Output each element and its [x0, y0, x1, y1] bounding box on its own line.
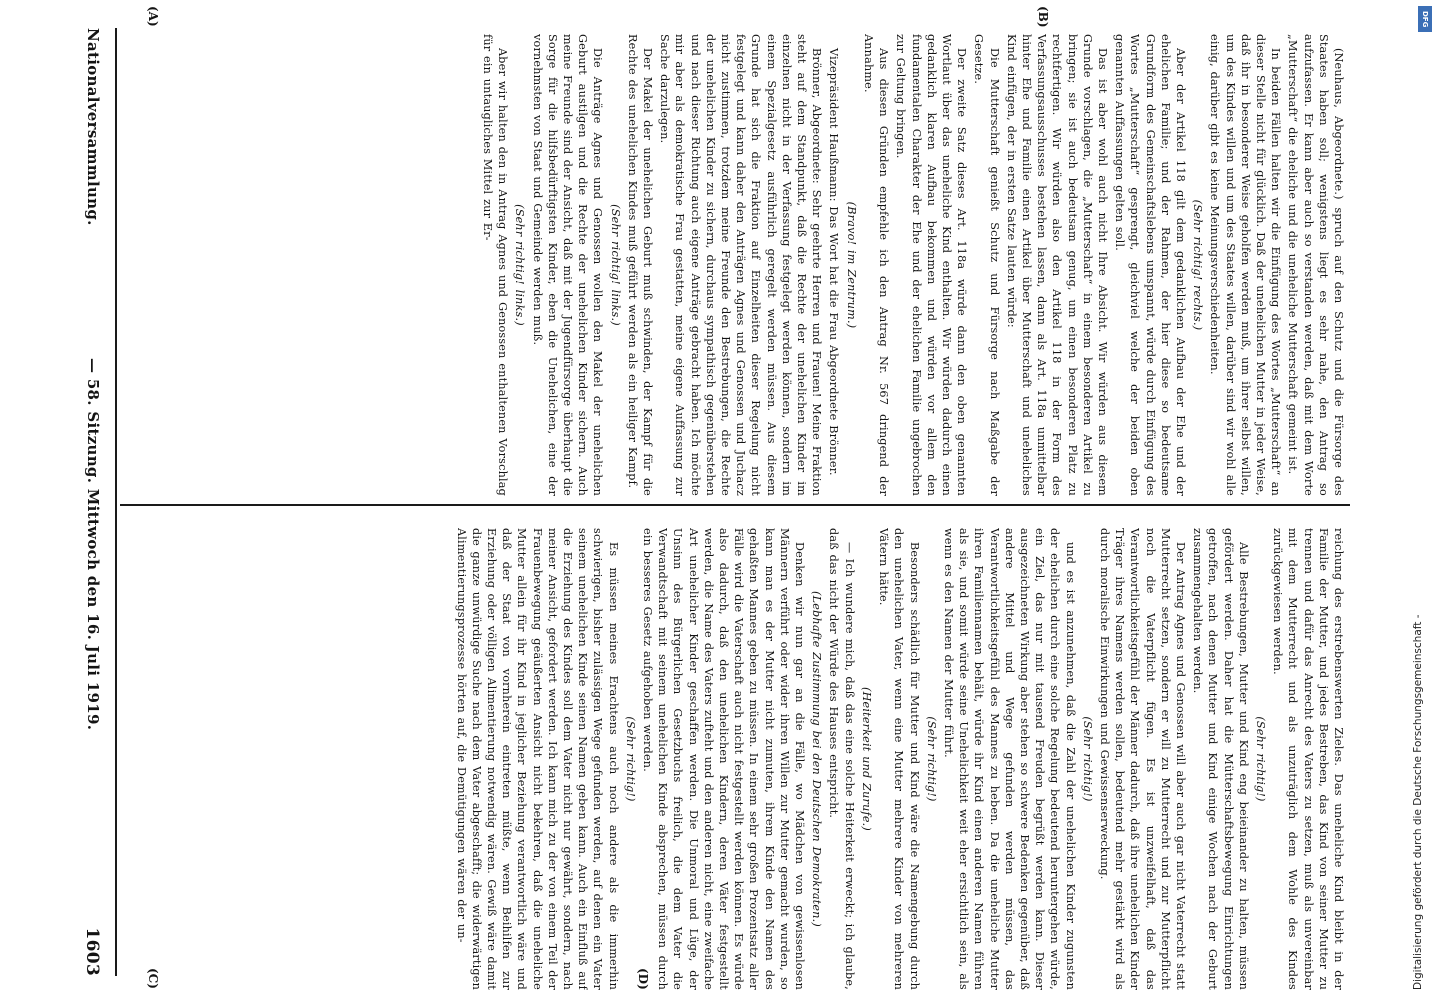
paragraph: (Sehr richtig! rechts.) — [1191, 199, 1205, 331]
page-number: 1603 — [82, 927, 102, 976]
paragraph: (Sehr richtig!) — [1253, 716, 1267, 802]
header-session-date: — 58. Sitzung. Mittwoch den 16. Juli 1919. — [84, 358, 102, 731]
paragraph: Aber wir halten den in Antrag Agnes und Genossen enthaltenen Vorschlag für ein untaugliches Mittel zur Er- — [481, 34, 510, 496]
paragraph: Aus diesen Gründen empfehle ich den Antrag Nr. 567 dringend der Annahme. — [861, 34, 891, 496]
paragraph: Brönner, Abgeordnete: Sehr geehrte Herren und Frauen! Meine Fraktion steht auf dem Standpunkt, daß die Rechte der unehelichen Kinder im einzelnen nicht in der Verfassung festgelegt werden können, sondern im einem Spezialgesetz ausführlich geregelt werden müssen. Aus diesem Grunde hat sich die Fraktion auf Einzelheiten dieser Regelung nicht festgelegt und kann daher den Anträgen Agnes und Genossen und Juchacz nicht zustimmen, trotzdem meine Freunde den Bestrebungen, die Rechte der unehelichen Kinder zu sichern, durchaus sympathisch gegenüberstehen und nach dieser Richtung auch eigene Anträge gebracht haben. Ich möchte mir aber als demokratische Frau gestatten, meine eigene Auffassung zur Sache darzulegen. — [658, 34, 824, 496]
paragraph: In beiden Fällen halten wir die Einfügung des Wortes „Mutterschaft“ an dieser Stelle nicht für glücklich. Daß der unehelichen Mutter in jeder Weise, daß ihr in besonderer Weise geholfen werden muß, um ihrer selbst willen, um des Kindes willen und um des Staates willen, darüber sind wir wohl alle einig, darüber gibt es keine Meinungsverschiedenheiten. — [1208, 34, 1283, 496]
paragraph: — Ich wundere mich, daß das eine solche Heiterkeit erweckt; ich glaube, daß das nicht der Würde des Hauses entspricht. — [827, 528, 856, 990]
paragraph: (Sehr richtig!) — [623, 716, 637, 802]
paragraph: (Neuhaus, Abgeordnete.) spruch auf den Schutz und die Fürsorge des Staates haben soll; wenigstens liegt es sehr nahe, den Antrag so aufzufassen. Er kann aber auch so verstanden werden, daß mit dem Worte „Mutterschaft“ die eheliche und die uneheliche Mutterschaft gemeint ist. — [1286, 34, 1345, 496]
paragraph: Das ist aber wohl auch nicht Ihre Absicht. Wir würden aus diesem Grunde vorschlagen, die „Mutterschaft“ in einem besonderen Artikel zu bringen; sie ist auch bedeutsam genug, um einen besonderen Platz zu rechtfertigen. Wir würden also den Artikel 118 in der Form des Verfassungsausschusses bestehen lassen, dann als Art. 118a unmittelbar hinter Ehe und Familie einen Artikel über Mutterschaft und uneheliches Kind einfügen, der in ersten Satze lauten würde: — [1004, 34, 1109, 496]
paragraph: Vizepräsident Haußmann: Das Wort hat die Frau Abgeordnete Brönner. — [827, 48, 841, 476]
paragraph: Die Anträge Agnes und Genossen wollen den Makel der unehelichen Geburt austilgen und die Rechte der unehelichen Kinder sichern. Auch meine Freunde sind der Ansicht, daß mit der Jugendfürsorge überhaupt die Sorge für die hilfsbedürftigsten Kinder, eben die Unehelichen, eine der vornehmsten von Staat und Gemeinde werden muß. — [530, 34, 605, 496]
paragraph: (Sehr richtig!) — [924, 716, 938, 802]
paragraph: (Sehr richtig!) — [1080, 716, 1094, 802]
right-column — [124, 528, 1346, 990]
header-assembly: Nationalversammlung. — [84, 28, 102, 226]
paragraph: (Sehr richtig! links.) — [513, 204, 527, 326]
paragraph: Alle Bestrebungen, Mutter und Kind eng beieinander zu halten, müssen gefördert werden. Daher hat die Mütterschaftsbewegung Einrichtungen getroffen, nach denen Mutter und Kind einige Wochen nach der Geburt zusammengehalten werden. — [1191, 528, 1250, 990]
paragraph: Der Antrag Agnes und Genossen will aber auch gar nicht Vaterrecht statt Mutterrecht setzen, sondern er will zu Mutterrecht und zur Mutterpflicht noch die Vaterpflicht fügen. Es ist unzweifelhaft, daß das Verantwortlichkeitsgefühl der Männer dadurch, daß ihre unehelichen Kinder Träger ihres Namens werden sollen, bedeutend mehr gestärkt wird als durch moralische Einwirkungen und Gewissenserweckung. — [1097, 528, 1187, 990]
paragraph: Es müssen meines Erachtens auch noch andere als die immerhin schwierigen, bisher zulässigen Wege gefunden werden, auf denen ein Vater seinem unehelichen Kinde seinen Namen geben kann. Auch ein Einfluß auf die Erziehung des Kindes soll dem Vater nicht nur gewährt, sondern, nach meiner Ansicht, gefordert werden. Ich kann mich zu der von einem Teil der Frauenbewegung geäußerten Ansicht nicht bekehren, daß die uneheliche Mutter allein für ihr Kind in jeglicher Beziehung verantwortlich wäre und daß der Staat von vornherein eintreten müßte, wenn Beihilfen zur Erziehung oder völligen Alimentierung notwendig wären. Gewiß wäre damit die ganze unwürdige Suche nach dem Vater abgeschafft; die widerwärtigen Alimentierungsprozesse hörten auf, die Demütigungen wären der un- — [454, 528, 620, 990]
page-header — [74, 28, 108, 976]
paragraph: Die Mutterschaft genießt Schutz und Fürsorge nach Maßgabe der Gesetze. — [972, 34, 1001, 496]
left-column — [124, 34, 1346, 496]
paragraph: (Bravo! im Zentrum.) — [844, 201, 858, 329]
margin-marker-a: (A) — [146, 6, 160, 27]
paragraph: Der Makel der unehelichen Geburt muß schwinden, der Kampf für die Rechte des unehelichen Kindes muß geführt werden als ein heiliger Kampf. — [625, 34, 655, 496]
dfg-logo-icon: DFG — [1418, 6, 1432, 32]
paragraph: Besonders schädlich für Mutter und Kind wäre die Namengebung durch den unehelichen Vater, wenn eine Mutter mehrere Kinder von mehreren Vätern hätte. — [877, 528, 921, 990]
paragraph: Denken wir nun gar an die Fälle, wo Mädchen von gewissenlosen Männern verführt oder wider ihren Willen zur Mutter gemacht wurden, so kann man es der Mutter nicht zumuten, ihrem Kinde den Namen des gehaßten Mannes geben zu müssen. In einem sehr großen Prozentsatz aller Fälle wird die Vaterschaft auch nicht festgestellt werden können. Es würde also dadurch, daß den unehelichen Kindern, deren Väter festgestellt werden, die Name des Vaters zufteht und den anderen nicht, eine zweifache Art unehelicher Kinder geschaffen werden. Die Unmoral und Lüge, der Unsinn des Bürgerlichen Gesetzbuchs freilich, die dem Vater die Verwandtschaft mit seinem unehelichen Kinde absprechen, müssen durch ein besseres Gesetz aufgehoben werden. — [641, 528, 807, 990]
sidebar — [1392, 0, 1432, 1000]
margin-marker-c: (C) — [146, 968, 160, 989]
paragraph: Der zweite Satz dieses Art. 118a würde dann den oben genannten Wortlaut über das uneheliche Kind enthalten. Wir würden dadurch einen gedanklich klaren Aufbau bekommen und würden vor allem den fundamentalen Charakter der Ehe und der ehelichen Familie ungebrochen zur Geltung bringen. — [894, 34, 969, 496]
paragraph: reichung des erstrebenswerten Zieles. Das uneheliche Kind bleibt in der Familie der Mutter, und jedes Bestreben, das Kind von seiner Mutter zu trennen und dafür das Anrecht des Vaters zu setzen, muß als unvereinbar mit dem Mutterrecht und als unzuträglich dem Wohle des Kindes zurückgewiesen werden. — [1271, 528, 1345, 990]
paragraph: und es ist anzunehmen, daß die Zahl der unehelichen Kinder zugunsten der ehelichen durch eine solche Regelung bedeutend heruntergehen würde, ein Ziel, das nur mit tausend Freuden begrüßt werden kann. Dieser ausgezeichneten Wirkung aber stehen so schwere Bedenken gegenüber, daß andere Mittel und Wege gefunden werden müssen, das Verantwortlichkeitsgefühl des Mannes zu heben. Da die uneheliche Mutter ihren Familiennamen behält, würde ihr Kind einen anderen Namen führen als sie, und somit würde seine Unehelichkeit weit eher ersichtlich sein, als wenn es den Namen der Mutter führt. — [941, 528, 1077, 990]
paragraph: (Lebhafte Zustimmung bei den Deutschen Demokraten.) — [810, 591, 824, 927]
paragraph: (Heiterkeit und Zurufe.) — [859, 687, 873, 831]
header-rule — [115, 28, 117, 976]
margin-marker-d: (D) — [636, 968, 650, 990]
sidebar-credit: Digitalisierung gefördert durch die Deutsche Forschungsgemeinschaft - — [1412, 614, 1424, 990]
column-divider — [120, 504, 1350, 506]
rotated-page — [30, 0, 1360, 1000]
paragraph: Aber der Artikel 118 gilt dem gedanklichen Aufbau der Ehe und der ehelichen Familie; und der Rahmen, der hier diese so bedeutsame Grundform des Gemeinschaftslebens umspannt, würde durch Einfügung des Wortes „Mutterschaft“ gesprengt, gleichviel welche der beiden oben genannten Auffassungen gelten soll. — [1113, 34, 1187, 496]
margin-marker-b: (B) — [1036, 6, 1050, 28]
paragraph: (Sehr richtig! links.) — [608, 204, 622, 326]
